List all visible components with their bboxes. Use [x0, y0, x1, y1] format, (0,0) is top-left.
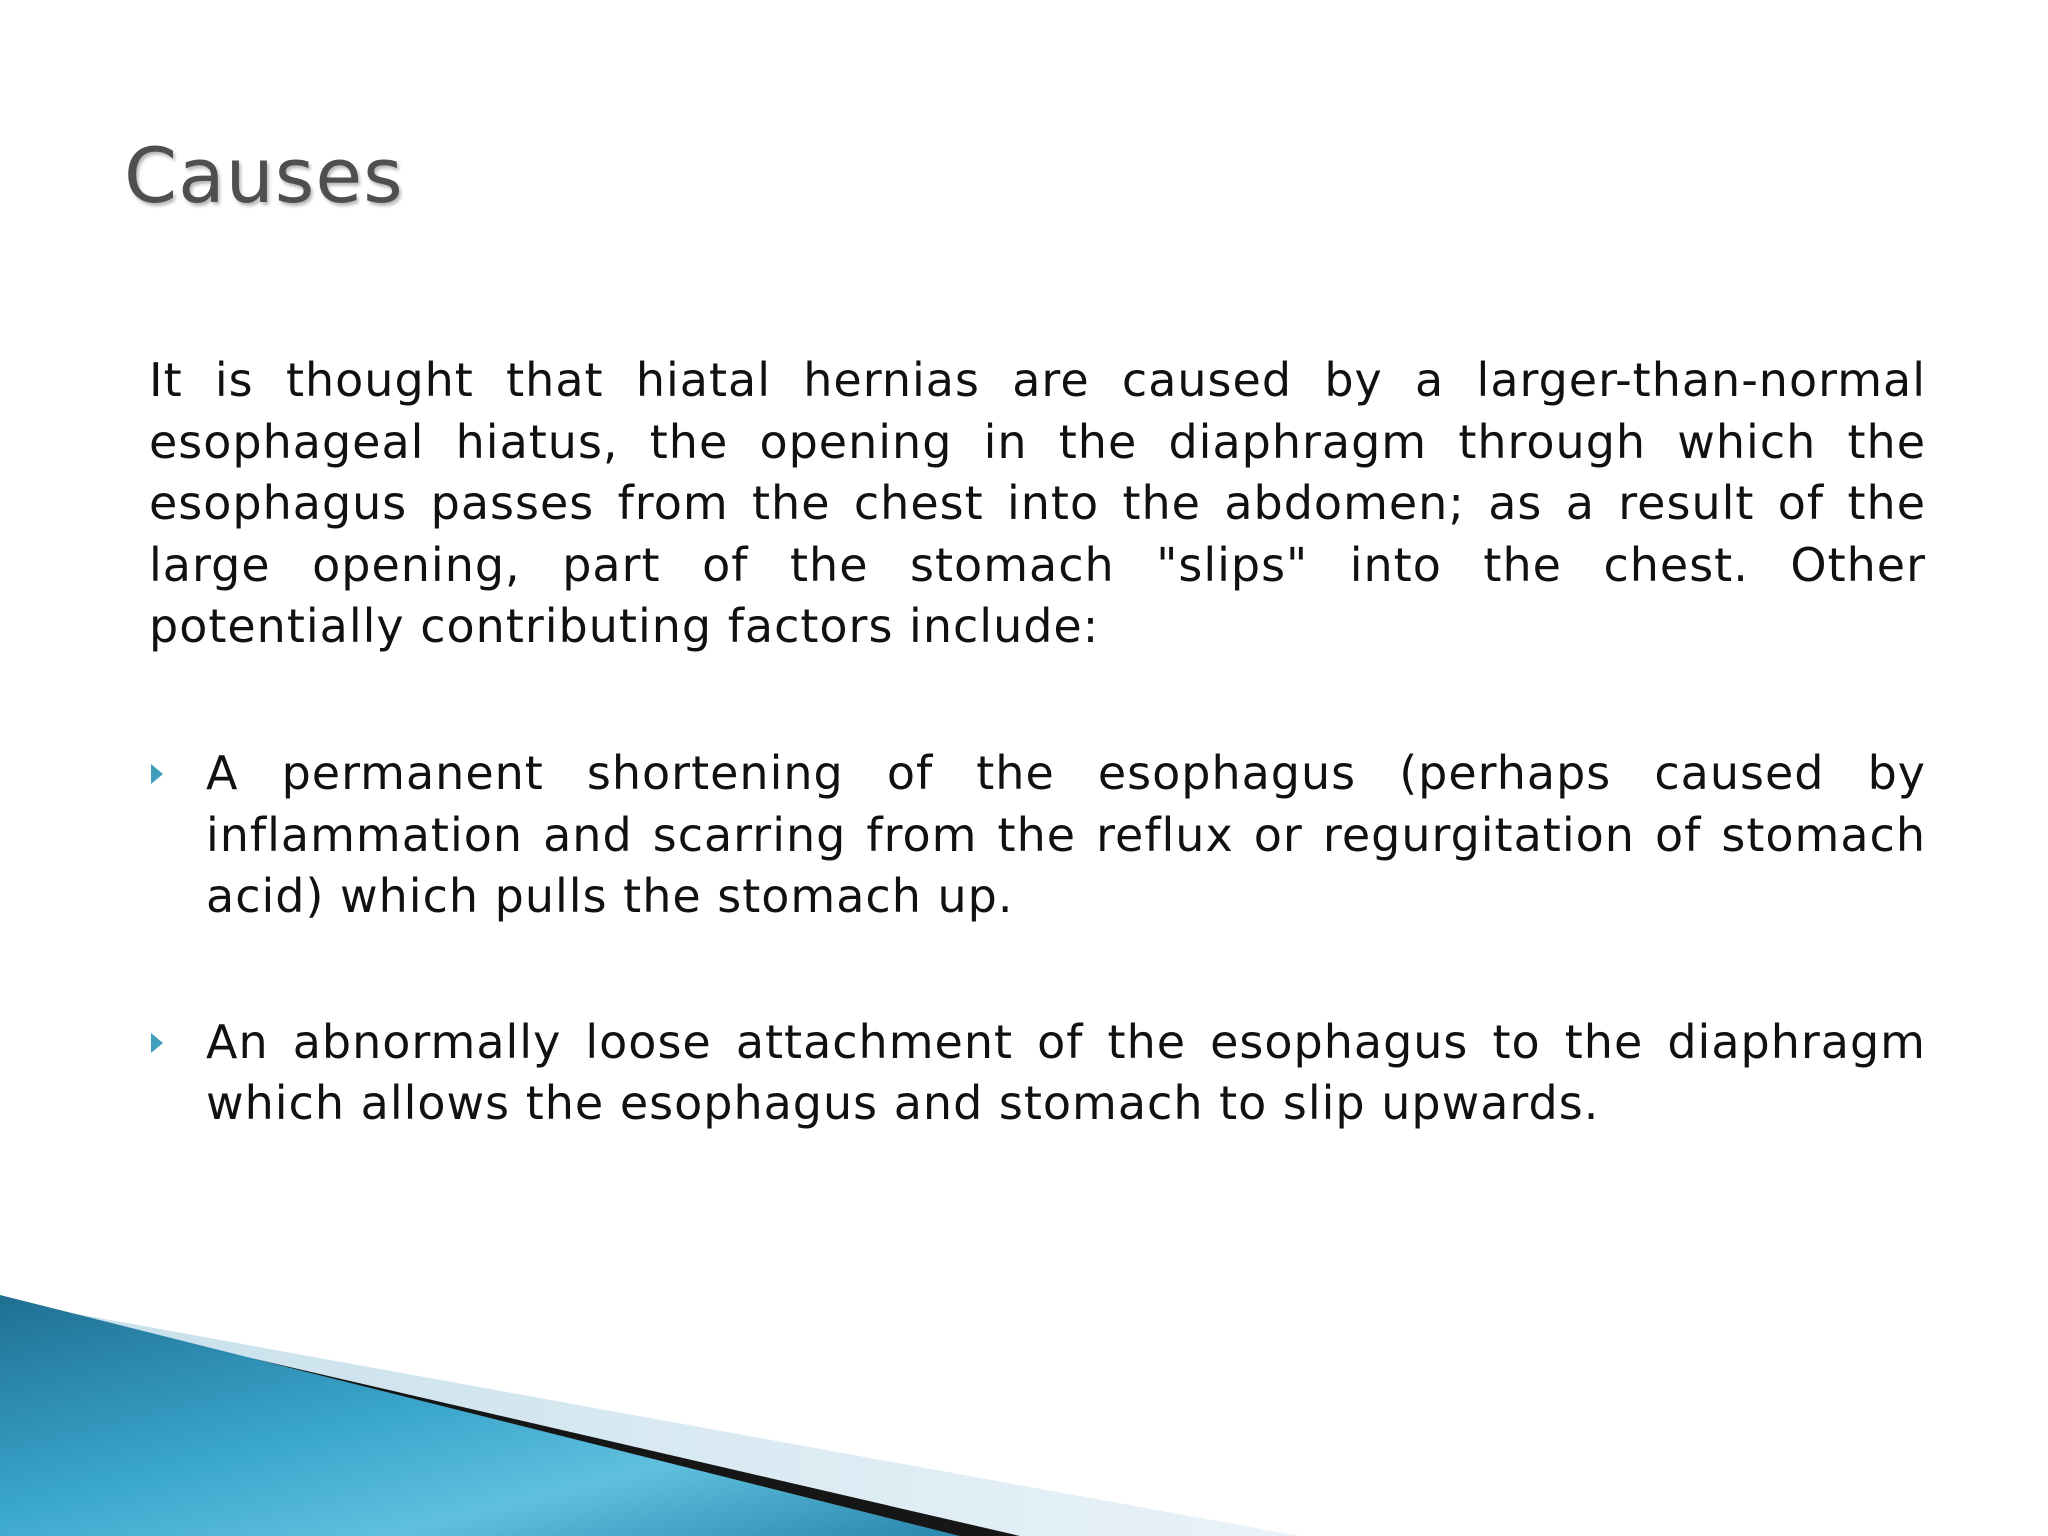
bullet-text: An abnormally loose attachment of the esophagus to the diaphragm which allows the esophagus and stomach to slip upwards.: [206, 1014, 1926, 1130]
slide-title: Causes: [124, 131, 404, 220]
decorative-swoosh: [0, 1280, 2048, 1536]
bullet-item: [149, 743, 1926, 928]
intro-paragraph: It is thought that hiatal hernias are caused by a larger-than-normal esophageal hiatus, the opening in the diaphragm through which the esophagus passes from the chest into the abdomen; as a result of the large opening, part of the stomach "slips" into the chest. Other potentially contributing factors include:: [149, 353, 1926, 653]
bullet-list: [149, 743, 1926, 1135]
bullet-item: [149, 1012, 1926, 1135]
triangle-right-icon: [151, 764, 163, 784]
bullet-text: A permanent shortening of the esophagus (perhaps caused by inflammation and scarring from the reflux or regurgitation of stomach acid) which pulls the stomach up.: [206, 746, 1926, 923]
triangle-right-icon: [151, 1033, 163, 1053]
